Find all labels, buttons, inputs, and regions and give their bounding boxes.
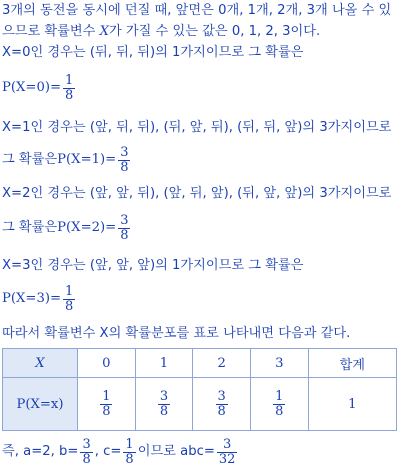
case-2-prob-expr: P(X=2)= <box>57 220 117 235</box>
fraction-numerator: 1 <box>65 283 74 299</box>
conclusion-text-a: 즉, a=2, b= <box>2 444 79 459</box>
case-1-text: X=1인 경우는 (앞, 뒤, 뒤), (뒤, 앞, 뒤), (뒤, 뒤, 앞)의 3가지이므로 <box>2 120 392 135</box>
fraction-denominator: 8 <box>125 451 134 467</box>
case-1-prob-lead: 그 확률은 <box>2 152 58 167</box>
fraction-denominator: 32 <box>218 451 236 467</box>
fraction-denominator: 8 <box>159 403 169 419</box>
case-0-fraction <box>63 74 75 103</box>
fraction-denominator: 8 <box>65 87 74 103</box>
fraction-denominator: 8 <box>120 159 129 175</box>
fraction-numerator: 1 <box>275 388 284 404</box>
fraction-denominator: 8 <box>82 451 91 467</box>
case-0-prob-expr: P(X=0)= <box>2 80 62 95</box>
table-header-total: 합계 <box>308 349 396 378</box>
fraction-numerator: 3 <box>120 144 129 160</box>
table-intro: 따라서 확률변수 X의 확률분포를 표로 나타내면 다음과 같다. <box>2 326 351 341</box>
case-2-text: X=2인 경우는 (앞, 앞, 뒤), (앞, 뒤, 앞), (뒤, 앞, 앞)의 3가지이므로 <box>2 186 392 201</box>
fraction-denominator: 8 <box>120 227 129 243</box>
intro-text-b: 가 가질 수 있는 값은 0, 1, 2, 3이다. <box>108 24 321 39</box>
intro-variable: X <box>99 24 109 39</box>
fraction-numerator: 3 <box>120 212 129 228</box>
case-3-prob-expr: P(X=3)= <box>2 291 62 306</box>
fraction-denominator: 8 <box>275 403 284 419</box>
table-cell-total: 1 <box>308 378 396 431</box>
case-3-prob <box>2 281 77 317</box>
case-1-prob-expr: P(X=1)= <box>57 152 117 167</box>
table-row <box>3 349 397 378</box>
table-header-x: X <box>3 349 78 378</box>
probability-distribution-table <box>2 348 397 431</box>
conclusion-text-c: 이므로 abc= <box>137 444 215 459</box>
case-0-prob <box>2 70 77 106</box>
table-cell-prob <box>78 378 136 431</box>
fraction-numerator: 3 <box>223 436 232 452</box>
table-cell-value: 2 <box>193 349 251 378</box>
table-cell-value: 0 <box>78 349 136 378</box>
table-cell-value: 3 <box>250 349 308 378</box>
fraction-numerator: 1 <box>65 72 74 88</box>
table-row <box>3 378 397 431</box>
fraction-numerator: 3 <box>82 436 91 452</box>
case-1-fraction <box>118 146 130 175</box>
intro-text-a: 으므로 확률변수 <box>2 24 100 39</box>
case-2-prob-lead: 그 확률은 <box>2 220 58 235</box>
fraction-numerator: 1 <box>125 436 134 452</box>
conclusion-fraction-c <box>123 438 135 467</box>
case-0-text: X=0인 경우는 (뒤, 뒤, 뒤)의 1가지이므로 그 확률은 <box>2 45 304 60</box>
intro-line-2 <box>2 24 320 40</box>
conclusion-fraction-b <box>80 438 92 467</box>
fraction-denominator: 8 <box>65 298 74 314</box>
fraction-numerator: 1 <box>102 388 111 404</box>
table-cell-prob <box>135 378 193 431</box>
case-1-prob <box>2 142 132 178</box>
conclusion-fraction-abc <box>217 438 238 467</box>
table-cell-prob <box>193 378 251 431</box>
case-2-prob <box>2 210 132 246</box>
table-cell-value: 1 <box>135 349 193 378</box>
fraction-numerator: 3 <box>217 388 226 404</box>
case-2-fraction <box>118 214 130 243</box>
fraction-denominator: 8 <box>217 403 226 419</box>
table-cell-prob <box>250 378 308 431</box>
fraction-denominator: 8 <box>102 403 111 419</box>
conclusion-line <box>2 434 239 470</box>
case-3-fraction <box>63 285 75 314</box>
conclusion-text-b: , c= <box>94 444 122 459</box>
fraction-numerator: 3 <box>159 388 169 404</box>
case-3-text: X=3인 경우는 (앞, 앞, 앞)의 1가지이므로 그 확률은 <box>2 258 304 273</box>
intro-line-1: 3개의 동전을 동시에 던질 때, 앞면은 0개, 1개, 2개, 3개 나올 수 있 <box>2 3 392 18</box>
table-prob-label: P(X=x) <box>3 378 78 431</box>
